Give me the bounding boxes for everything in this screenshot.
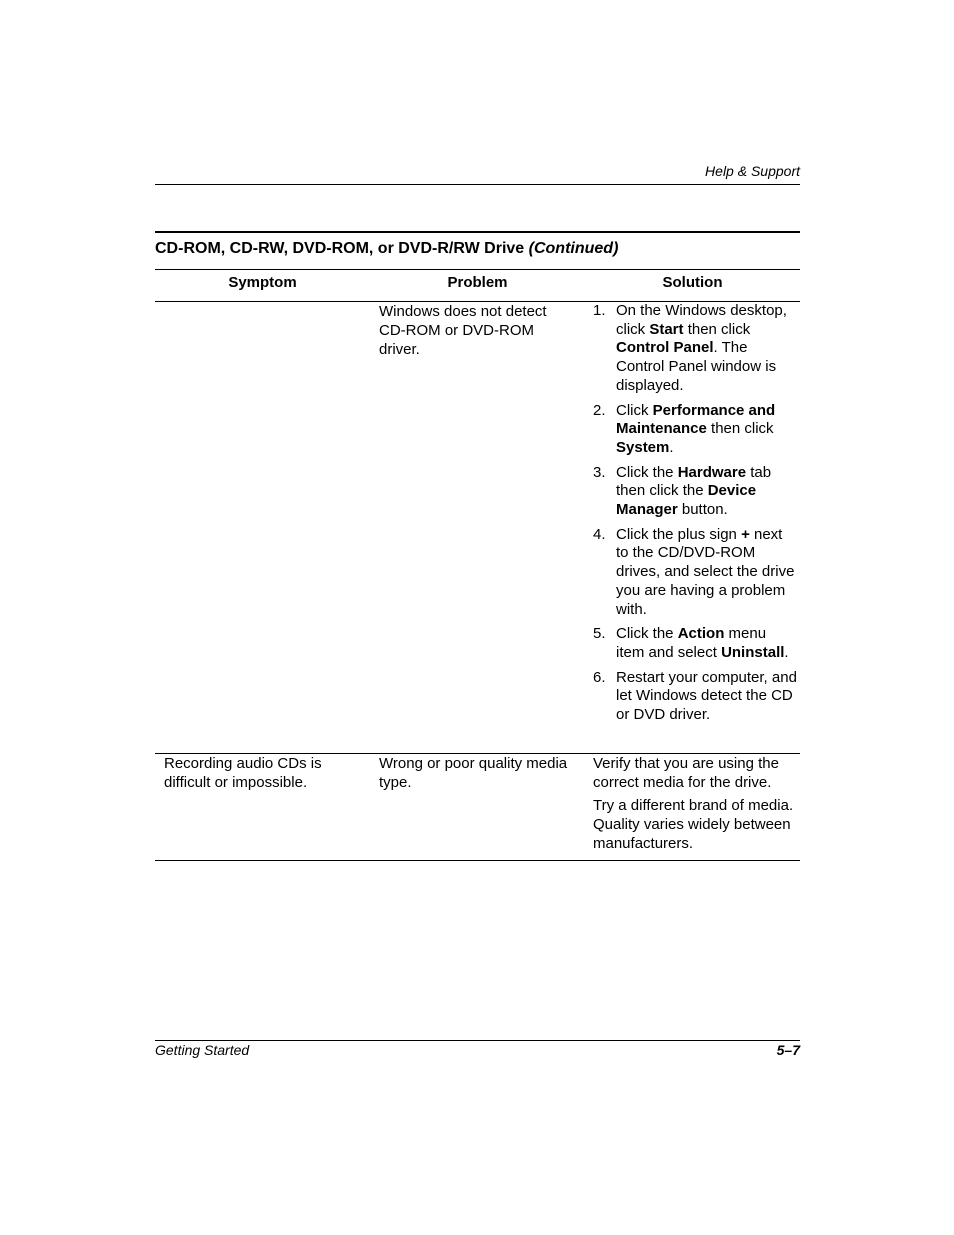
step-number: 3. — [593, 463, 606, 481]
step-bold-term: + — [741, 525, 750, 543]
step-text: then click — [706, 420, 774, 438]
solution-step — [593, 526, 798, 620]
step-text: next to the CD/DVD-ROM drives, and select the drive you are having a problem with. — [616, 525, 795, 618]
step-bold-term: Hardware — [677, 463, 747, 481]
step-number: 6. — [593, 668, 606, 686]
row2-solution — [593, 754, 798, 857]
step-bold-term: Control Panel — [616, 339, 714, 357]
header-rule — [155, 184, 800, 185]
step-text: tab then click the — [616, 463, 772, 500]
step-number: 2. — [593, 401, 606, 419]
row2-solution-paragraph: Verify that you are using the correct media for the drive. — [593, 755, 779, 791]
table-top-rule — [155, 231, 800, 233]
step-text: then click — [683, 320, 751, 338]
step-text: . The Control Panel window is displayed. — [616, 339, 777, 394]
step-text: Restart your computer, and let Windows detect the CD or DVD driver. — [616, 668, 797, 724]
table-title — [155, 240, 800, 258]
solution-step — [593, 302, 798, 396]
step-text: On the Windows desktop, click — [616, 302, 787, 338]
step-text: menu item and select — [616, 625, 767, 661]
step-number: 1. — [593, 302, 606, 319]
step-bold-term: Device Manager — [616, 482, 757, 519]
column-header-problem: Problem — [447, 274, 508, 291]
step-text: Click the — [616, 463, 678, 481]
row1-problem: Windows does not detect CD-ROM or DVD-ROM driver. — [379, 303, 547, 358]
running-header: Help & Support — [705, 163, 800, 179]
row1-solution-steps — [593, 302, 798, 731]
step-text: Click the — [616, 625, 678, 643]
solution-step — [593, 464, 798, 520]
footer-rule — [155, 1040, 800, 1041]
footer-book-title: Getting Started — [155, 1042, 250, 1058]
step-bold-term: Uninstall — [721, 643, 785, 661]
column-header-rule — [155, 269, 800, 270]
step-text: Click — [616, 401, 653, 419]
solution-step — [593, 669, 798, 725]
step-text: Click the plus sign — [616, 525, 742, 543]
step-text: button. — [677, 501, 728, 519]
row2-problem: Wrong or poor quality media type. — [379, 755, 568, 791]
row2-solution-paragraph: Try a different brand of media. Quality varies widely between manufacturers. — [593, 797, 794, 852]
footer-page-number: 5–7 — [776, 1042, 800, 1058]
step-bold-term: System — [616, 438, 670, 456]
step-text: . — [784, 643, 789, 661]
step-text: . — [669, 438, 674, 456]
solution-step — [593, 402, 798, 458]
table-bottom-rule — [155, 860, 800, 861]
column-header-symptom: Symptom — [228, 274, 297, 291]
row2-symptom: Recording audio CDs is difficult or impossible. — [164, 755, 322, 791]
step-bold-term: Action — [677, 625, 725, 643]
step-bold-term: Performance and Maintenance — [616, 401, 776, 438]
table-title-continued: (Continued) — [528, 240, 619, 257]
table-title-text: CD-ROM, CD-RW, DVD-ROM, or DVD-R/RW Drive — [155, 240, 525, 257]
step-bold-term: Start — [649, 320, 684, 338]
step-number: 5. — [593, 625, 606, 643]
step-number: 4. — [593, 525, 606, 543]
solution-step — [593, 625, 798, 662]
column-header-solution: Solution — [662, 274, 723, 291]
